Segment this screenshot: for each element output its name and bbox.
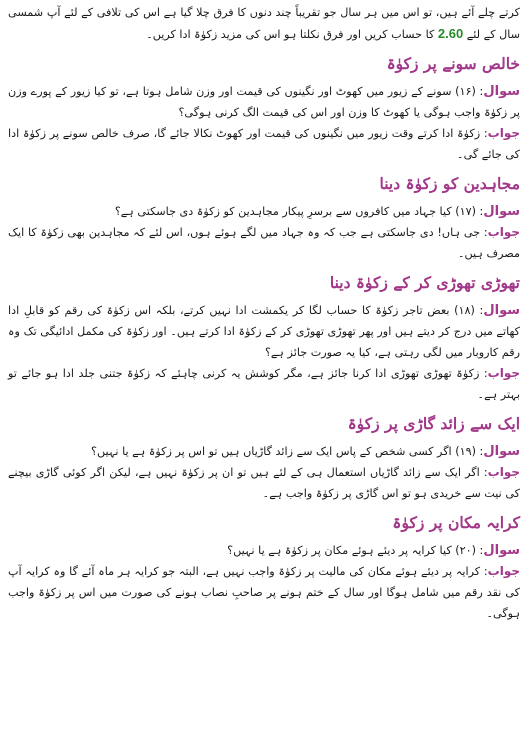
intro-paragraph: [8, 2, 520, 45]
answer: [8, 363, 520, 405]
question-text: : (۱۷) کیا جہاد میں کافروں سے برسرِ پیکار مجاہدین کو زکوٰۃ دی جاسکتی ہے؟: [114, 205, 484, 218]
section-rented-house: [8, 510, 520, 624]
answer: [8, 462, 520, 504]
question-label: سوال: [483, 444, 520, 459]
section-heading: خالص سونے پر زکوٰۃ: [386, 54, 520, 73]
question-text: : (۱۸) بعض تاجر زکوٰۃ کا حساب لگا کر یکمشت ادا نہیں کرتے، بلکہ اس زکوٰۃ کی رقم کو قابلِ ادا کھاتے میں درج کر دیتے ہیں اور پھر تھوڑی تھوڑی کر کے زکوٰۃ ادا کرتے ہیں۔ اور زکوٰۃ کی مکمل ادائیگی تک وہ رقم کاروبار میں لگی رہتی ہے، کیا یہ صورت جائز ہے؟: [8, 304, 520, 359]
section-heading: ایک سے زائد گاڑی پر زکوٰۃ: [347, 414, 520, 433]
question-label: سوال: [483, 204, 520, 219]
answer-text: : زکوٰۃ تھوڑی تھوڑی ادا کرنا جائز ہے، مگر کوشش یہ کرنی چاہئے کہ زکوٰۃ جتنی جلد ادا ہو جائے تو بہتر ہے۔: [8, 367, 520, 401]
section-heading: مجاہدین کو زکوٰۃ دینا: [379, 174, 520, 193]
question-text: : (۲۰) کیا کرایہ پر دیئے ہوئے مکان پر زکوٰۃ ہے یا نہیں؟: [227, 544, 484, 557]
answer-label: جواب: [487, 564, 520, 578]
answer: [8, 561, 520, 624]
question: [8, 540, 520, 561]
answer-label: جواب: [487, 225, 520, 239]
question-text: : (۱۶) سونے کے زیور میں کھوٹ اور نگینوں کی قیمت اور وزن شامل ہوتا ہے، تو کیا زیور کے پورے وزن پر زکوٰۃ واجب ہوگی یا کھوٹ کا وزن اور اس کی قیمت الگ کرنی ہوگی؟: [8, 85, 520, 119]
intro-text-after: کا حساب کریں اور فرق نکلتا ہو اس کی مزید زکوٰۃ ادا کریں۔: [146, 28, 435, 41]
section-pure-gold: [8, 51, 520, 165]
question: [8, 441, 520, 462]
question-label: سوال: [483, 303, 520, 318]
question-label: سوال: [483, 84, 520, 99]
answer-text: : زکوٰۃ ادا کرتے وقت زیور میں نگینوں کی قیمت اور کھوٹ نکالا جائے گا، صرف خالص سونے پر زکوٰۃ ادا کی جائے گی۔: [8, 127, 520, 161]
section-heading: کرایہ مکان پر زکوٰۃ: [392, 513, 520, 532]
question-text: : (۱۹) اگر کسی شخص کے پاس ایک سے زائد گاڑیاں ہیں تو اس پر زکوٰۃ ہے یا نہیں؟: [91, 445, 484, 458]
answer-label: جواب: [487, 366, 520, 380]
intro-highlight-number: 2.60: [437, 26, 464, 41]
section-installments: [8, 270, 520, 405]
question: [8, 300, 520, 363]
answer-label: جواب: [487, 126, 520, 140]
answer-label: جواب: [487, 465, 520, 479]
answer-text: : جی ہاں! دی جاسکتی ہے جب کہ وہ جہاد میں لگے ہوئے ہوں، اس لئے کہ مجاہدین بھی زکوٰۃ کا ایک مصرف ہیں۔: [8, 226, 520, 260]
question: [8, 81, 520, 123]
intro-text-before: کرتے چلے آئے ہیں، تو اس میں ہر سال جو تقریباً چند دنوں کا فرق چلا گیا ہے اس کی تلافی کے لئے آپ شمسی سال کے لئے: [8, 6, 520, 41]
answer-text: : کرایہ پر دیئے ہوئے مکان کی مالیت پر زکوٰۃ واجب نہیں ہے، البتہ جو کرایہ ہر ماہ آئے گا وہ کرایہ آپ کی نقد رقم میں شامل ہوگا اور سال کے ختم ہونے پر صاحبِ نصاب ہونے کی صورت میں اس پر زکوٰۃ واجب ہوگی۔: [8, 565, 520, 620]
answer: [8, 222, 520, 264]
question: [8, 201, 520, 222]
section-mujahideen: [8, 171, 520, 264]
section-heading: تھوڑی تھوڑی کر کے زکوٰۃ دینا: [329, 273, 520, 292]
question-label: سوال: [483, 543, 520, 558]
answer: [8, 123, 520, 165]
answer-text: : اگر ایک سے زائد گاڑیاں استعمال ہی کے لئے ہیں تو ان پر زکوٰۃ نہیں ہے، لیکن اگر کوئی گاڑی بیچنے کی نیت سے خریدی ہو تو اس گاڑی پر زکوٰۃ واجب ہے۔: [8, 466, 520, 500]
section-multiple-cars: [8, 411, 520, 504]
